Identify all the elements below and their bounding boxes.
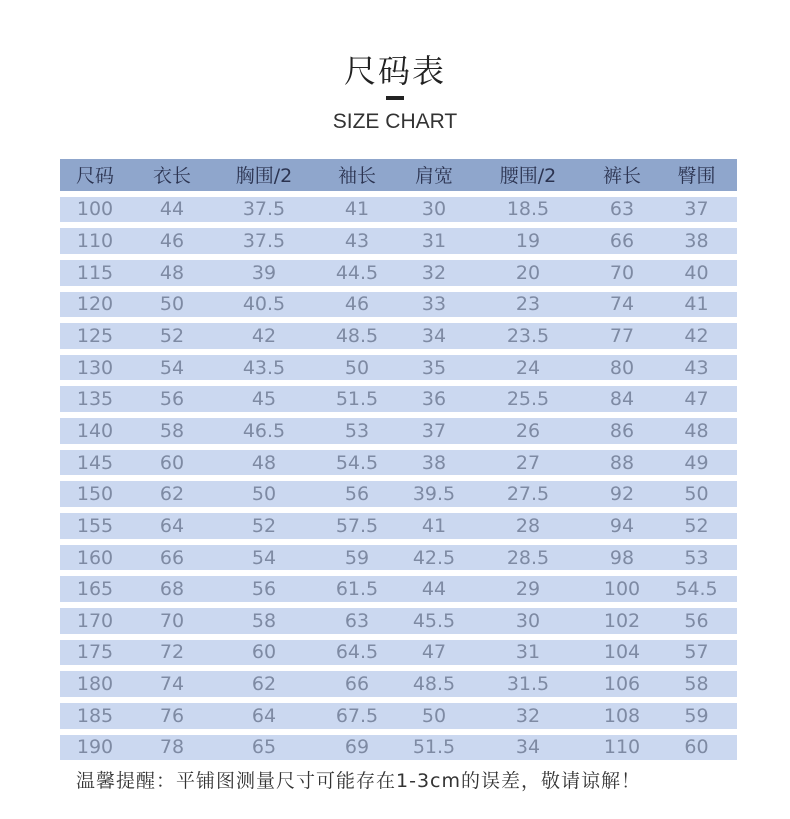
table-cell: 23 xyxy=(515,293,541,316)
table-cell: 150 xyxy=(76,483,114,506)
table-cell: 160 xyxy=(76,546,114,569)
table-row xyxy=(60,729,737,761)
title-divider xyxy=(386,96,404,100)
table-cell: 29 xyxy=(515,578,541,601)
table-cell: 60 xyxy=(251,641,277,664)
table-row xyxy=(60,349,737,381)
table-cell: 115 xyxy=(76,261,114,284)
table-cell: 38 xyxy=(684,230,709,253)
table-cell: 59 xyxy=(344,546,370,569)
table-cell: 76 xyxy=(159,704,185,727)
table-cell: 78 xyxy=(159,736,185,759)
table-cell: 18.5 xyxy=(506,198,550,221)
table-cell: 51.5 xyxy=(335,388,379,411)
table-cell: 100 xyxy=(603,578,641,601)
table-cell: 70 xyxy=(609,261,635,284)
table-cell: 48 xyxy=(684,419,709,442)
table-cell: 53 xyxy=(684,546,709,569)
table-cell: 175 xyxy=(76,641,114,664)
table-cell: 64.5 xyxy=(335,641,379,664)
table-cell: 37 xyxy=(684,198,709,221)
table-cell: 20 xyxy=(515,261,541,284)
table-cell: 48 xyxy=(159,261,185,284)
table-cell: 58 xyxy=(159,419,185,442)
table-cell: 58 xyxy=(684,673,709,696)
table-cell: 43 xyxy=(344,230,370,253)
table-cell: 50 xyxy=(684,483,709,506)
table-cell: 120 xyxy=(76,293,114,316)
table-cell: 46.5 xyxy=(242,419,286,442)
table-cell: 68 xyxy=(159,578,185,601)
table-cell: 110 xyxy=(76,230,114,253)
table-cell: 70 xyxy=(159,609,185,632)
table-cell: 28.5 xyxy=(506,546,550,569)
table-cell: 34 xyxy=(421,325,447,348)
table-cell: 46 xyxy=(159,230,185,253)
table-body xyxy=(60,191,737,761)
table-cell: 98 xyxy=(609,546,635,569)
table-cell: 19 xyxy=(515,230,541,253)
table-cell: 50 xyxy=(251,483,277,506)
table-cell: 54.5 xyxy=(335,451,379,474)
footer-note: 温馨提醒：平铺图测量尺寸可能存在1-3cm的误差，敬请谅解！ xyxy=(76,770,641,792)
table-cell: 155 xyxy=(76,514,114,537)
column-header: 尺码 xyxy=(75,165,114,188)
table-row xyxy=(60,286,737,318)
table-cell: 37.5 xyxy=(242,198,286,221)
table-cell: 77 xyxy=(609,325,635,348)
table-cell: 41 xyxy=(684,293,709,316)
table-cell: 50 xyxy=(421,704,447,727)
table-cell: 72 xyxy=(159,641,185,664)
table-cell: 60 xyxy=(159,451,185,474)
table-cell: 24 xyxy=(515,356,541,379)
table-cell: 37 xyxy=(421,419,447,442)
table-cell: 62 xyxy=(159,483,185,506)
table-cell: 74 xyxy=(159,673,185,696)
table-row xyxy=(60,317,737,349)
table-row xyxy=(60,475,737,507)
table-cell: 108 xyxy=(603,704,641,727)
table-cell: 46 xyxy=(344,293,370,316)
table-cell: 31 xyxy=(421,230,447,253)
page-subtitle: SIZE CHART xyxy=(332,110,458,133)
column-header: 臀围 xyxy=(677,165,716,188)
table-cell: 102 xyxy=(603,609,641,632)
table-cell: 39.5 xyxy=(412,483,456,506)
table-cell: 39 xyxy=(251,261,277,284)
table-cell: 38 xyxy=(421,451,447,474)
table-cell: 49 xyxy=(684,451,709,474)
table-cell: 56 xyxy=(684,609,709,632)
column-header: 肩宽 xyxy=(414,165,453,188)
size-chart-table xyxy=(60,159,737,760)
table-cell: 57.5 xyxy=(335,514,379,537)
table-cell: 59 xyxy=(684,704,709,727)
table-cell: 65 xyxy=(251,736,277,759)
table-cell: 33 xyxy=(421,293,447,316)
table-cell: 140 xyxy=(76,419,114,442)
column-header: 裤长 xyxy=(602,165,641,188)
table-cell: 66 xyxy=(159,546,185,569)
table-cell: 45 xyxy=(251,388,277,411)
table-row xyxy=(60,380,737,412)
table-cell: 61.5 xyxy=(335,578,379,601)
table-cell: 64 xyxy=(251,704,277,727)
table-cell: 63 xyxy=(609,198,635,221)
table-cell: 48.5 xyxy=(335,325,379,348)
table-cell: 54 xyxy=(251,546,277,569)
table-row xyxy=(60,507,737,539)
table-cell: 56 xyxy=(344,483,370,506)
table-cell: 25.5 xyxy=(506,388,550,411)
column-header: 袖长 xyxy=(337,165,376,188)
table-cell: 40.5 xyxy=(242,293,286,316)
table-cell: 56 xyxy=(251,578,277,601)
table-row xyxy=(60,697,737,729)
page-title: 尺码表 xyxy=(343,52,446,90)
table-cell: 62 xyxy=(251,673,277,696)
table-cell: 35 xyxy=(421,356,447,379)
table-cell: 180 xyxy=(76,673,114,696)
table-cell: 130 xyxy=(76,356,114,379)
table-row xyxy=(60,254,737,286)
table-header-row xyxy=(60,159,737,191)
table-cell: 42.5 xyxy=(412,546,456,569)
table-cell: 34 xyxy=(515,736,541,759)
table-cell: 37.5 xyxy=(242,230,286,253)
table-cell: 66 xyxy=(609,230,635,253)
table-cell: 44 xyxy=(159,198,185,221)
table-cell: 36 xyxy=(421,388,447,411)
table-cell: 43 xyxy=(684,356,709,379)
table-cell: 80 xyxy=(609,356,635,379)
column-header: 衣长 xyxy=(152,165,191,188)
table-cell: 94 xyxy=(609,514,635,537)
table-cell: 51.5 xyxy=(412,736,456,759)
table-row xyxy=(60,570,737,602)
table-cell: 52 xyxy=(251,514,277,537)
table-cell: 100 xyxy=(76,198,114,221)
table-cell: 53 xyxy=(344,419,370,442)
table-cell: 84 xyxy=(609,388,635,411)
table-cell: 60 xyxy=(684,736,709,759)
table-cell: 52 xyxy=(684,514,709,537)
table-cell: 88 xyxy=(609,451,635,474)
table-cell: 50 xyxy=(159,293,185,316)
table-row xyxy=(60,602,737,634)
table-row xyxy=(60,539,737,571)
table-cell: 23.5 xyxy=(506,325,550,348)
table-cell: 185 xyxy=(76,704,114,727)
table-row xyxy=(60,222,737,254)
table-cell: 86 xyxy=(609,419,635,442)
table-cell: 190 xyxy=(76,736,114,759)
table-row xyxy=(60,444,737,476)
table-cell: 52 xyxy=(159,325,185,348)
table-cell: 42 xyxy=(684,325,709,348)
table-cell: 104 xyxy=(603,641,641,664)
column-header: 胸围/2 xyxy=(235,165,293,188)
table-cell: 31 xyxy=(515,641,541,664)
table-cell: 31.5 xyxy=(506,673,550,696)
table-cell: 58 xyxy=(251,609,277,632)
table-cell: 63 xyxy=(344,609,370,632)
table-row xyxy=(60,191,737,223)
table-cell: 170 xyxy=(76,609,114,632)
table-cell: 45.5 xyxy=(412,609,456,632)
table-cell: 27 xyxy=(515,451,541,474)
table-cell: 54 xyxy=(159,356,185,379)
table-row xyxy=(60,634,737,666)
table-cell: 64 xyxy=(159,514,185,537)
table-cell: 44 xyxy=(421,578,447,601)
table-cell: 165 xyxy=(76,578,114,601)
table-cell: 110 xyxy=(603,736,641,759)
table-cell: 42 xyxy=(251,325,277,348)
table-cell: 47 xyxy=(684,388,709,411)
table-cell: 43.5 xyxy=(242,356,286,379)
table-cell: 145 xyxy=(76,451,114,474)
table-cell: 54.5 xyxy=(675,578,718,601)
table-cell: 125 xyxy=(76,325,114,348)
table-cell: 106 xyxy=(603,673,641,696)
table-row xyxy=(60,665,737,697)
table-cell: 50 xyxy=(344,356,370,379)
table-cell: 28 xyxy=(515,514,541,537)
table-cell: 32 xyxy=(421,261,447,284)
table-cell: 32 xyxy=(515,704,541,727)
table-cell: 66 xyxy=(344,673,370,696)
table-cell: 41 xyxy=(421,514,447,537)
table-row xyxy=(60,412,737,444)
table-cell: 44.5 xyxy=(335,261,379,284)
column-header: 腰围/2 xyxy=(499,165,557,188)
table-cell: 135 xyxy=(76,388,114,411)
table-cell: 48.5 xyxy=(412,673,456,696)
table-cell: 27.5 xyxy=(506,483,550,506)
table-cell: 56 xyxy=(159,388,185,411)
table-cell: 48 xyxy=(251,451,277,474)
table-cell: 69 xyxy=(344,736,370,759)
table-cell: 47 xyxy=(421,641,447,664)
table-cell: 41 xyxy=(344,198,370,221)
table-cell: 92 xyxy=(609,483,635,506)
table-cell: 26 xyxy=(515,419,541,442)
table-cell: 30 xyxy=(515,609,541,632)
table-cell: 67.5 xyxy=(335,704,379,727)
table-cell: 30 xyxy=(421,198,447,221)
table-cell: 40 xyxy=(684,261,709,284)
table-cell: 74 xyxy=(609,293,635,316)
table-cell: 57 xyxy=(684,641,709,664)
